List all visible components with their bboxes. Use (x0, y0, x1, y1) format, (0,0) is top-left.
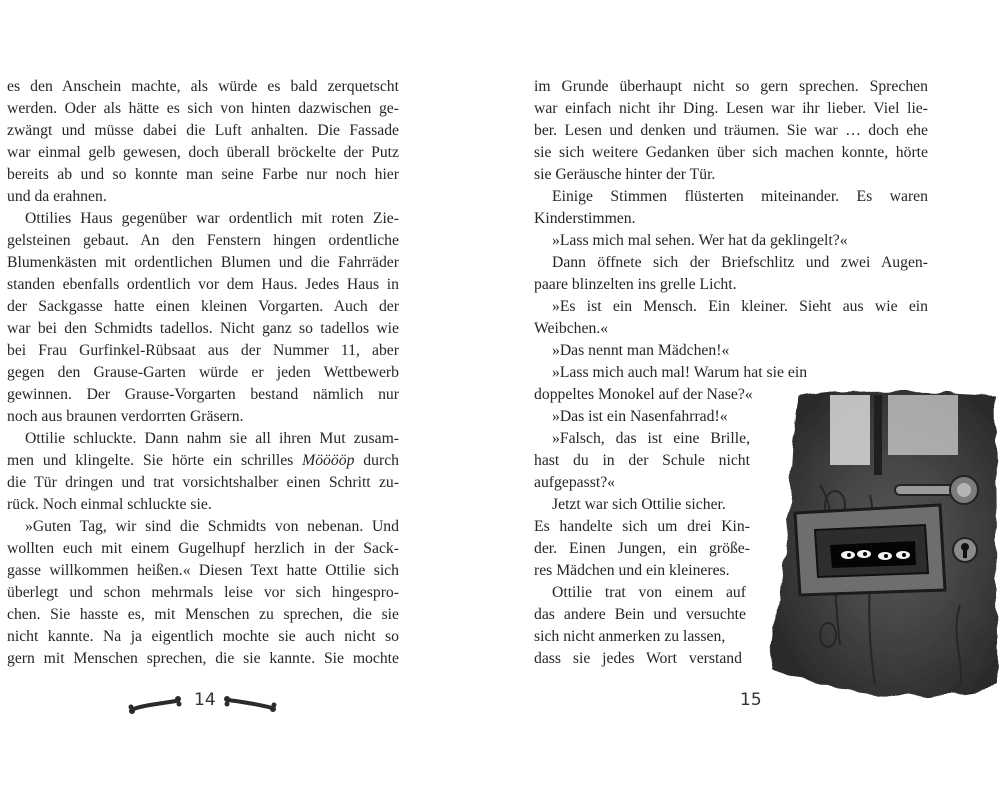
page-number-left: 14 (194, 690, 216, 710)
text-line: gasse willkommen heißen.« Diesen Text hatte Ottilie sich (7, 562, 399, 579)
text-line: »Es ist ein Mensch. Ein kleiner. Sieht aus wie ein (552, 298, 928, 315)
text-line: sie Geräusche hinter der Tür. (534, 166, 716, 183)
text-line: werden. Oder als hätte es sich von hinten dazwischen ge- (7, 100, 399, 117)
text-line: Einige Stimmen flüsterten miteinander. Es waren (552, 188, 928, 205)
door-letterbox-illustration (760, 385, 1000, 705)
text-line: war einfach nicht ihr Ding. Lesen war ihr lieber. Viel lie- (534, 100, 928, 117)
text-line (7, 450, 399, 472)
text-line: »Falsch, das ist eine Brille, (552, 430, 750, 447)
text-line: Weibchen.« (534, 320, 609, 337)
text-line: war einmal gelb gewesen, doch überall bröckelte der Putz (7, 144, 399, 161)
text-line: res Mädchen und ein kleineres. (534, 562, 730, 579)
text-line: das andere Bein und versuchte (534, 606, 746, 623)
bone-ornament-left (128, 694, 184, 716)
text-line: gern mit Menschen sprechen, die sie kannte. Sie mochte (7, 650, 399, 667)
text-line: ber. Lesen und denken und träumen. Sie war … doch ehe (534, 122, 928, 139)
text-line: »Das ist ein Nasenfahrrad!« (552, 408, 728, 425)
text-line: nicht kannte. Na ja eigentlich mochte sie auch nicht so (7, 628, 399, 645)
doorbell-sound: Mööööp (302, 452, 355, 469)
text-line: sich nicht anmerken zu lassen, (534, 628, 726, 645)
text-line: »Lass mich mal sehen. Wer hat da geklingelt?« (552, 232, 848, 249)
text-line: es den Anschein machte, als würde es bald zerquetscht (7, 78, 399, 95)
text-line: rück. Noch einmal schluckte sie. (7, 496, 212, 513)
text-line: wollten euch mit einem Gugelhupf herzlich in der Sack- (7, 540, 399, 557)
text-line: Kinderstimmen. (534, 210, 636, 227)
text-line: im Grunde überhaupt nicht so gern sprechen. Sprechen (534, 78, 928, 95)
bone-ornament-right (222, 694, 278, 716)
text-line: »Guten Tag, wir sind die Schmidts von nebenan. Und (25, 518, 399, 535)
text-line: »Das nennt man Mädchen!« (552, 342, 730, 359)
text-line: Ottilies Haus gegenüber war ordentlich mit roten Zie- (25, 210, 399, 227)
text-line: die Tür dringen und trat vorsichtshalber einen Schritt zu- (7, 474, 399, 491)
text-line: überlegt und schon mehrmals leise vor sich hingespro- (7, 584, 399, 601)
text-line: paare blinzelten ins grelle Licht. (534, 276, 737, 293)
text-line: gewinnen. Der Grause-Vorgarten bestand nämlich nur (7, 386, 399, 403)
text-line: zwängt und müsse dabei die Luft anhalten. Die Fassade (7, 122, 399, 139)
text-line: war bei den Schmidts tadellos. Nicht ganz so tadellos wie (7, 320, 399, 337)
text-line: Ottilie schluckte. Dann nahm sie all ihren Mut zusam- (25, 430, 399, 447)
text-line: Es handelte sich um drei Kin- (534, 518, 750, 535)
text-line: chen. Sie hasste es, mit Menschen zu sprechen, die sie (7, 606, 399, 623)
text-line-end: durch (354, 452, 400, 469)
text-line: hast du in der Schule nicht (534, 452, 750, 469)
text-line: und da erahnen. (7, 188, 107, 205)
text-line: aufgepasst?« (534, 474, 616, 491)
text-line: Dann öffnete sich der Briefschlitz und zwei Augen- (552, 254, 928, 271)
text-line: der Sackgasse hatte einen kleinen Vorgarten. Auch der (7, 298, 399, 315)
text-line: der. Einen Jungen, ein größe- (534, 540, 750, 557)
page-number-right: 15 (740, 690, 762, 710)
text-line: sie sich weitere Gedanken über sich machen konnte, hörte (534, 144, 928, 161)
text-line: gelsteinen gebaut. An den Fenstern hingen ordentliche (7, 232, 399, 249)
text-line: bereits ab und so konnte man seine Farbe nur noch hier (7, 166, 399, 183)
text-line: dass sie jedes Wort verstand (534, 650, 742, 667)
text-line: Ottilie trat von einem auf (552, 584, 746, 601)
text-line: gegen den Grause-Garten würde er jeden Wettbewerb (7, 364, 399, 381)
text-line: noch aus braunen verdorrten Gräsern. (7, 408, 244, 425)
text-line: doppeltes Monokel auf der Nase?« (534, 386, 753, 403)
text-line: bei Frau Gurfinkel-Rübsaat aus der Nummer 11, aber (7, 342, 399, 359)
text-line: Jetzt war sich Ottilie sicher. (552, 496, 726, 513)
text-line: standen ebenfalls ordentlich vor dem Haus. Jedes Haus in (7, 276, 399, 293)
text-line-start: men und klingelte. Sie hörte ein schrilles (7, 452, 303, 469)
text-line: »Lass mich auch mal! Warum hat sie ein (552, 364, 808, 381)
text-line: Blumenkästen mit ordentlichen Blumen und die Fahrräder (7, 254, 399, 271)
